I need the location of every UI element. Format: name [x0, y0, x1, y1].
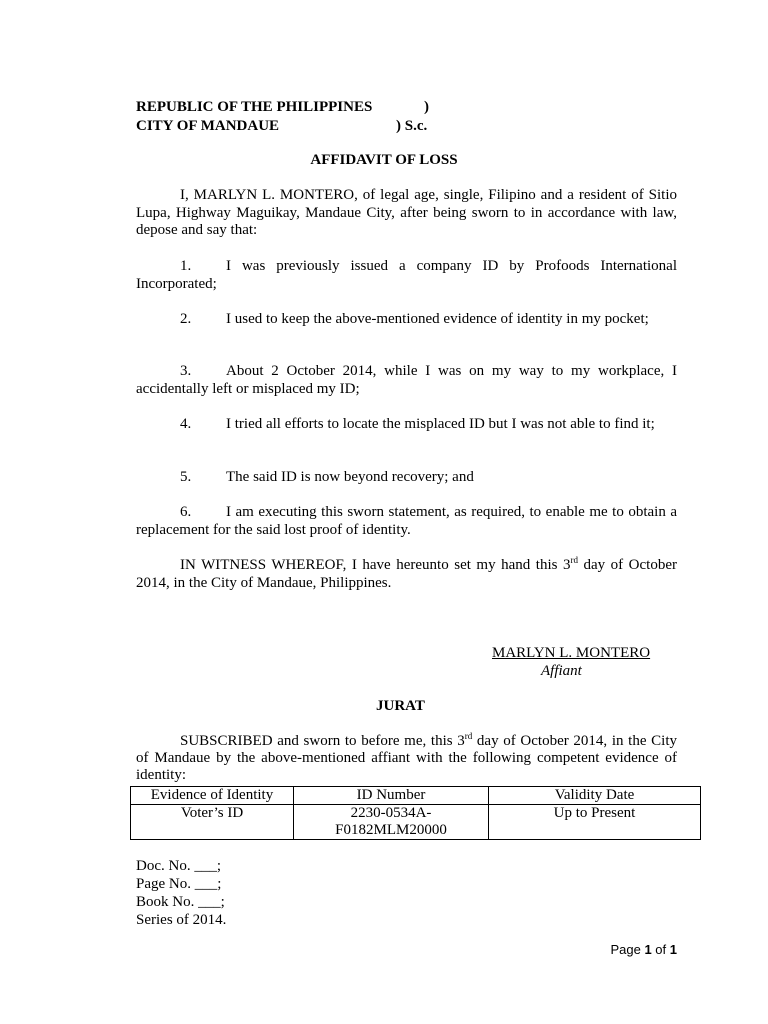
jurat-paragraph [136, 733, 677, 784]
item-text: I used to keep the above-mentioned evidence of identity in my pocket; [226, 311, 649, 327]
jurat-text-start: SUBSCRIBED and sworn to before me, this 3 [180, 733, 465, 749]
header-city: CITY OF MANDAUE [136, 118, 280, 134]
column-header-evidence: Evidence of Identity [131, 787, 294, 805]
notary-series: Series of 2014. [136, 912, 227, 928]
witness-paragraph [136, 557, 677, 592]
item-6 [136, 504, 677, 539]
item-text: About 2 October 2014, while I was on my way to my workplace, I accidentally left or misplaced my ID; [136, 363, 677, 397]
item-number: 1. [180, 258, 192, 274]
item-number: 3. [180, 363, 192, 379]
notary-page-no: Page No. ___; [136, 876, 222, 892]
document-title: AFFIDAVIT OF LOSS [310, 152, 458, 168]
item-2 [136, 311, 677, 329]
id-number-line-2: F0182MLM20000 [335, 822, 447, 838]
witness-ordinal: rd [570, 555, 578, 565]
item-text: I was previously issued a company ID by Profoods International Incorporated; [136, 258, 677, 292]
item-1 [136, 258, 677, 293]
affiant-name: MARLYN L. MONTERO [492, 645, 651, 661]
cell-validity: Up to Present [489, 805, 701, 840]
jurat-ordinal: rd [464, 731, 473, 741]
item-number: 4. [180, 416, 192, 432]
intro-paragraph: I, MARLYN L. MONTERO, of legal age, single, Filipino and a resident of Sitio Lupa, Highway Maguikay, Mandaue City, after being sworn to in accordance with law, depose and say that: [136, 187, 677, 238]
column-header-validity: Validity Date [489, 787, 701, 805]
table-header-row [131, 787, 701, 805]
footer-current-page: 1 [644, 942, 652, 957]
affiant-role: Affiant [541, 663, 582, 679]
item-number: 5. [180, 469, 192, 485]
cell-id-number [294, 805, 489, 840]
cell-evidence: Voter’s ID [131, 805, 294, 840]
table-row [131, 805, 701, 840]
item-number: 6. [180, 504, 192, 520]
footer-page-label: Page [610, 942, 641, 957]
notary-doc-no: Doc. No. ___; [136, 858, 221, 874]
item-text: The said ID is now beyond recovery; and [226, 469, 474, 485]
notary-book-no: Book No. ___; [136, 894, 225, 910]
header-paren-2: ) S.c. [396, 118, 428, 134]
item-text: I am executing this sworn statement, as required, to enable me to obtain a replacement for the said lost proof of identity. [136, 504, 677, 538]
item-4 [136, 416, 677, 434]
item-3 [136, 363, 677, 398]
header-paren-1: ) [424, 99, 429, 115]
evidence-table [130, 786, 701, 840]
header-republic: REPUBLIC OF THE PHILIPPINES [136, 99, 373, 115]
witness-text-end: day of October 2014, in the City of Mandaue, Philippines. [136, 557, 677, 591]
footer-total-pages: 1 [669, 942, 677, 957]
witness-text-start: IN WITNESS WHEREOF, I have hereunto set my hand this 3 [180, 557, 571, 573]
column-header-id-number: ID Number [294, 787, 489, 805]
jurat-text-end: day of October 2014, in the City of Mandaue by the above-mentioned affiant with the following competent evidence of identity: [136, 733, 677, 783]
page-footer [610, 942, 677, 957]
id-number-line-1: 2230-0534A- [350, 805, 432, 821]
item-5 [136, 469, 677, 487]
item-text: I tried all efforts to locate the misplaced ID but I was not able to find it; [226, 416, 655, 432]
footer-of-label: of [655, 942, 667, 957]
jurat-title: JURAT [376, 698, 425, 714]
item-number: 2. [180, 311, 192, 327]
